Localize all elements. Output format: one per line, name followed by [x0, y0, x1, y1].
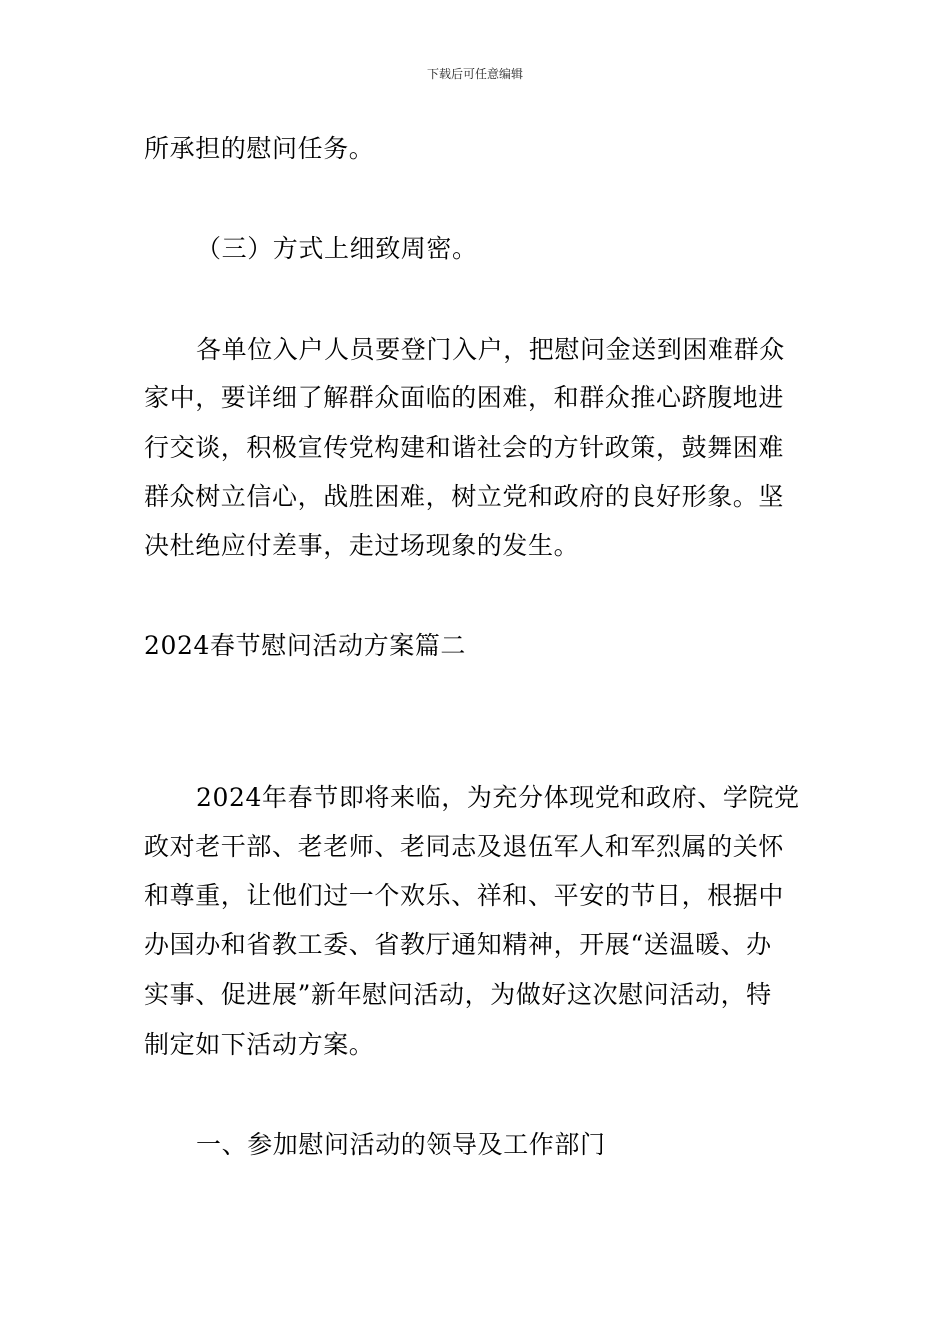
paragraph-line: 决杜绝应付差事，走过场现象的发生。 [144, 531, 580, 560]
paragraph-line: 行交谈，积极宣传党构建和谐社会的方针政策，鼓舞困难 [144, 433, 785, 462]
section-heading: （三）方式上细致周密。 [196, 234, 478, 263]
section-heading: 一、参加慰问活动的领导及工作部门 [196, 1130, 606, 1159]
paragraph-line: 政对老干部、老老师、老同志及退伍军人和军烈属的关怀 [144, 832, 785, 861]
article-title: 2024春节慰问活动方案篇二 [144, 631, 467, 660]
paragraph-line: 办国办和省教工委、省教厅通知精神，开展“送温暖、办 [144, 930, 772, 959]
paragraph-line: 群众树立信心，战胜困难，树立党和政府的良好形象。坚 [144, 482, 785, 511]
paragraph-line: 家中，要详细了解群众面临的困难，和群众推心跻腹地进 [144, 383, 785, 412]
paragraph-line: 所承担的慰问任务。 [144, 134, 375, 163]
paragraph-line: 和尊重，让他们过一个欢乐、祥和、平安的节日，根据中 [144, 881, 785, 910]
paragraph-line: 各单位入户人员要登门入户，把慰问金送到困难群众 [196, 335, 785, 364]
page-header: 下载后可任意编辑 [426, 67, 523, 81]
paragraph-line: 制定如下活动方案。 [144, 1030, 375, 1059]
paragraph-line: 2024年春节即将来临，为充分体现党和政府、学院党 [196, 783, 800, 812]
paragraph-line: 实事、促进展”新年慰问活动，为做好这次慰问活动，特 [144, 980, 772, 1009]
